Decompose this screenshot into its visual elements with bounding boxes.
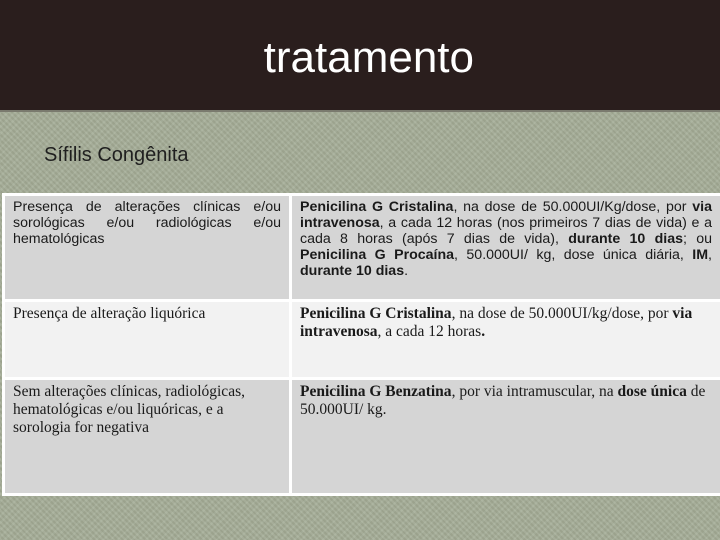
table-row [4,195,720,301]
treatment-bold-text: Penicilina G Cristalina [300,305,452,322]
slide-title: tratamento [263,33,474,82]
treatment-bold-text: . [481,323,486,340]
treatment-bold-text: durante 10 dias [568,231,683,247]
table-row [4,379,720,495]
treatment-cell [291,301,720,379]
treatment-bold-text: Penicilina G Cristalina [300,199,454,215]
treatment-text: , [708,247,712,263]
title-bar [0,0,720,112]
treatment-text: de 50.000UI/ kg. [300,383,706,418]
treatment-bold-text: dose única [617,383,687,400]
treatment-text: , na dose de 50.000UI/kg/dose, por [451,305,673,322]
condition-cell: Sem alterações clínicas, radiológicas, hematológicas e/ou liquóricas, e a sorologia for negativa [4,379,291,495]
treatment-cell [291,195,720,301]
table-row [4,301,720,379]
treatment-bold-text: IM [692,247,709,263]
treatment-text: , a cada 12 horas [377,323,482,340]
slide-subtitle: Sífilis Congênita [44,144,189,166]
condition-cell: Presença de alterações clínicas e/ou sorológicas e/ou radiológicas e/ou hematológicas [4,195,291,301]
treatment-text: , a cada 12 horas (nos primeiros 7 dias de vida) e a cada 8 horas (após 7 dias de vida), [300,215,712,247]
treatment-bold-text: via intravenosa [300,199,712,231]
treatment-text: , por via intramuscular, na [451,383,618,400]
treatment-cell [291,379,720,495]
treatment-bold-text: Penicilina G Benzatina [300,383,452,400]
treatment-text: . [404,263,409,279]
treatment-text: , na dose de 50.000UI/Kg/dose, por [453,199,693,215]
treatment-bold-text: durante 10 dias [300,263,405,279]
treatment-bold-text: Penicilina G Procaína [300,247,455,263]
condition-cell: Presença de alteração liquórica [4,301,291,379]
treatment-text: , 50.000UI/ kg, dose única diária, [454,247,693,263]
treatment-table [2,193,720,493]
treatment-text: ; ou [682,231,712,247]
treatment-bold-text: via intravenosa [300,305,693,340]
